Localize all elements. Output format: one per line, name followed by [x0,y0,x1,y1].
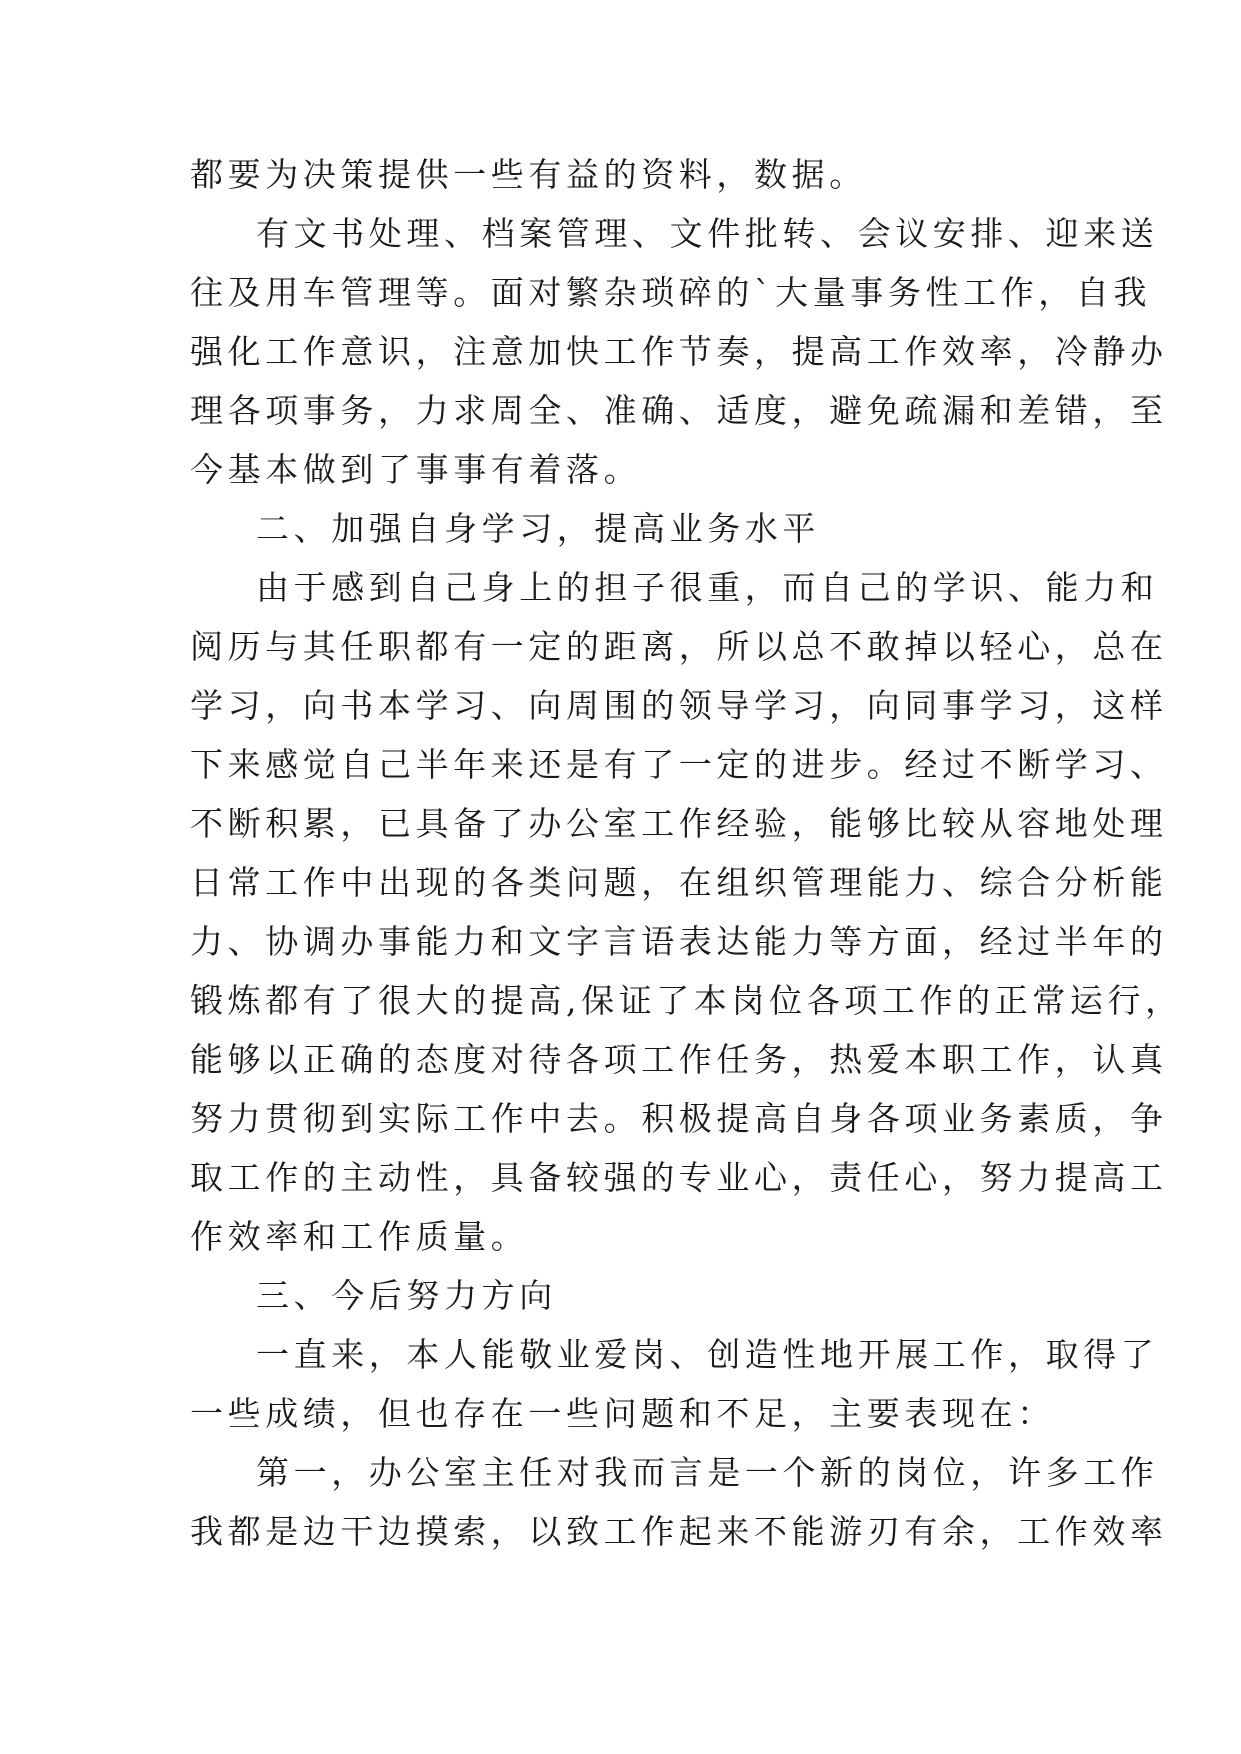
text-line: 日常工作中出现的各类问题，在组织管理能力、综合分析能 [190,863,1168,902]
text-line: 能够以正确的态度对待各项工作任务，热爱本职工作，认真 [190,1040,1168,1079]
section-heading: 三、今后努力方向 [256,1276,557,1315]
paragraph-start-line: 由于感到自己身上的担子很重，而自己的学识、能力和 [256,568,1159,607]
text-line: 努力贯彻到实际工作中去。积极提高自身各项业务素质，争 [190,1099,1168,1138]
text-line: 作效率和工作质量。 [190,1217,529,1256]
section-heading: 二、加强自身学习，提高业务水平 [256,509,820,548]
text-line: 下来感觉自己半年来还是有了一定的进步。经过不断学习、 [190,745,1168,784]
text-line: 学习，向书本学习、向周围的领导学习，向同事学习，这样 [190,686,1168,725]
text-line: 取工作的主动性，具备较强的专业心，责任心，努力提高工 [190,1158,1168,1197]
paragraph-start-line: 一直来，本人能敬业爱岗、创造性地开展工作，取得了 [256,1335,1159,1374]
text-line: 一些成绩，但也存在一些问题和不足，主要表现在： [190,1394,1055,1433]
paragraph-start-line: 第一，办公室主任对我而言是一个新的岗位，许多工作 [256,1453,1159,1492]
text-line: 我都是边干边摸索，以致工作起来不能游刃有余，工作效率 [190,1512,1168,1551]
text-line: 力、协调办事能力和文字言语表达能力等方面，经过半年的 [190,922,1168,961]
text-line: 今基本做到了事事有着落。 [190,450,642,489]
text-line: 往及用车管理等。面对繁杂琐碎的`大量事务性工作，自我 [190,273,1152,312]
text-line: 锻炼都有了很大的提高,保证了本岗位各项工作的正常运行， [190,981,1183,1020]
paragraph-start-line: 有文书处理、档案管理、文件批转、会议安排、迎来送 [256,214,1159,253]
text-line: 不断积累，已具备了办公室工作经验，能够比较从容地处理 [190,804,1168,843]
text-line: 阅历与其任职都有一定的距离，所以总不敢掉以轻心，总在 [190,627,1168,666]
text-line: 理各项事务，力求周全、准确、适度，避免疏漏和差错，至 [190,391,1168,430]
text-line: 都要为决策提供一些有益的资料，数据。 [190,155,867,194]
text-line: 强化工作意识，注意加快工作节奏，提高工作效率，冷静办 [190,332,1168,371]
